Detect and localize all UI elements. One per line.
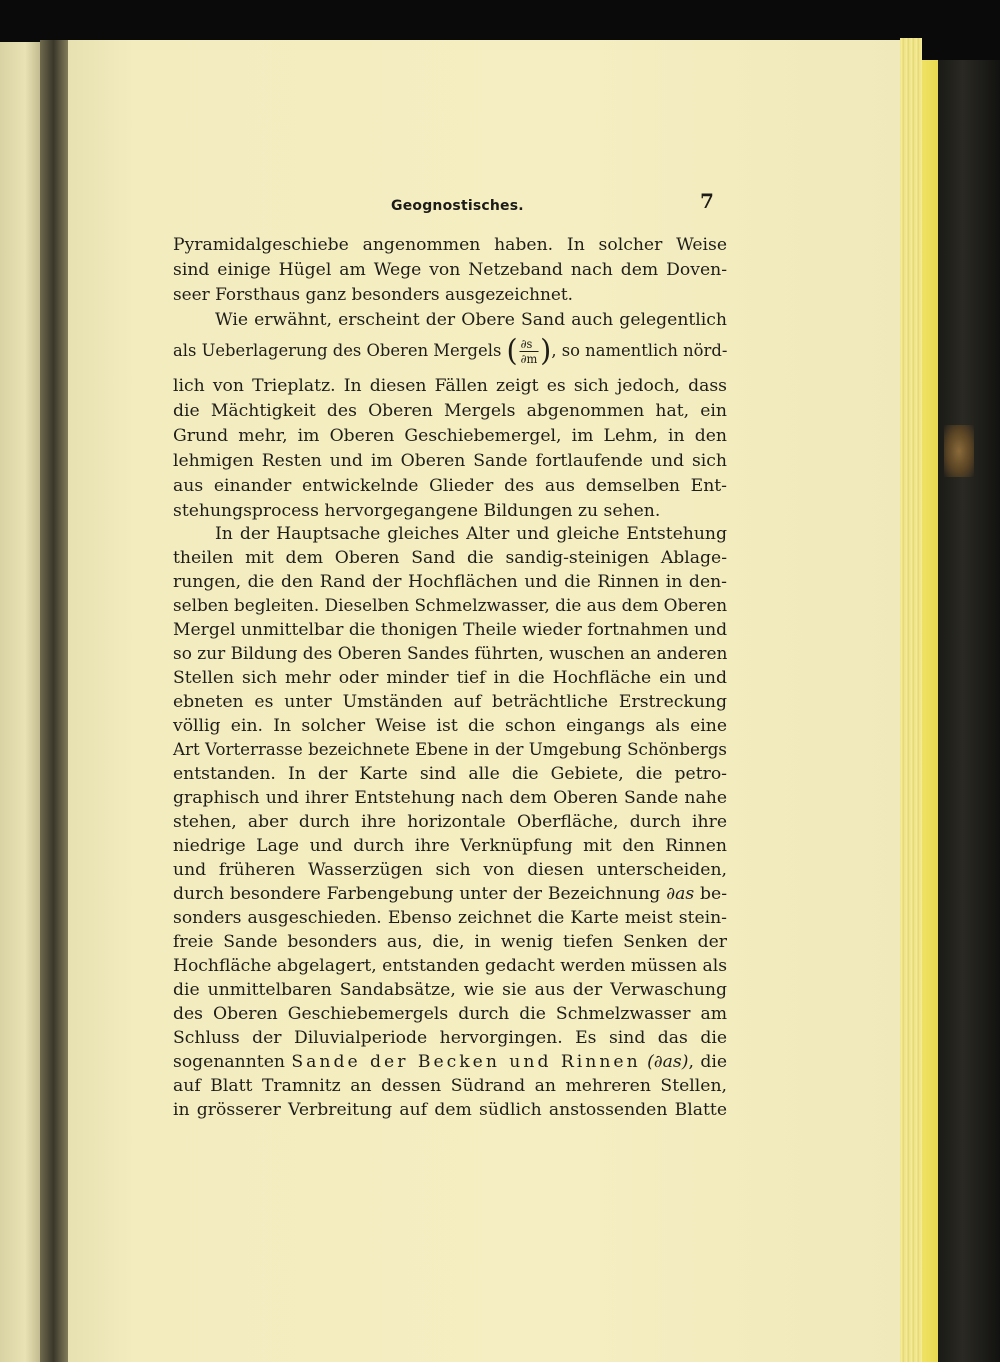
text-line: aus einander entwickelnde Glieder des aus demselben Ent- bbox=[173, 476, 727, 496]
text-line: Art Vorterrasse bezeichnete Ebene in der Umgebung Schönbergs bbox=[173, 740, 727, 760]
text-line: niedrige Lage und durch ihre Verknüpfung mit den Rinnen bbox=[173, 836, 727, 856]
book-gutter bbox=[40, 40, 70, 1362]
text-line: Schluss der Diluvialperiode hervorgingen. Es sind das die bbox=[173, 1028, 727, 1048]
text-line: sind einige Hügel am Wege von Netzeband nach dem Doven- bbox=[173, 260, 727, 280]
symbol-text-line bbox=[173, 882, 727, 906]
symbol-line-after: be- bbox=[700, 884, 728, 904]
text-line: theilen mit dem Oberen Sand die sandig-steinigen Ablage- bbox=[173, 548, 727, 568]
page-edges bbox=[900, 38, 922, 1362]
text-line: rungen, die den Rand der Hochflächen und die Rinnen in den- bbox=[173, 572, 727, 592]
becken-text-line bbox=[173, 1050, 727, 1074]
text-line: des Oberen Geschiebemergels durch die Schmelzwasser am bbox=[173, 1004, 727, 1024]
left-page-edge bbox=[0, 42, 42, 1362]
book-cover bbox=[938, 60, 1000, 1362]
fraction-denominator: ∂m bbox=[520, 352, 538, 366]
text-line: die unmittelbaren Sandabsätze, wie sie aus der Verwaschung bbox=[173, 980, 727, 1000]
paren-left: ( bbox=[506, 333, 518, 369]
text-line: freie Sande besonders aus, die, in wenig tiefen Senken der bbox=[173, 932, 727, 952]
text-line: lich von Trieplatz. In diesen Fällen zeigt es sich jedoch, dass bbox=[173, 376, 727, 396]
text-line: In der Hauptsache gleiches Alter und gleiche Entstehung bbox=[215, 524, 727, 544]
text-line: Hochfläche abgelagert, entstanden gedacht werden müssen als bbox=[173, 956, 728, 976]
text-line: Wie erwähnt, erscheint der Obere Sand auch gelegentlich bbox=[215, 310, 727, 330]
paren-right: ) bbox=[540, 333, 552, 369]
text-line: Grund mehr, im Oberen Geschiebemergel, im Lehm, in den bbox=[173, 426, 727, 446]
running-title: Geognostisches. bbox=[391, 198, 524, 214]
becken-line-before: sogenannten bbox=[173, 1052, 285, 1072]
becken-line-after: , die bbox=[688, 1052, 727, 1072]
text-line: lehmigen Resten und im Oberen Sande fortlaufende und sich bbox=[173, 451, 727, 471]
text-line: seer Forsthaus ganz besonders ausgezeichnet. bbox=[173, 285, 574, 305]
text-line: die Mächtigkeit des Oberen Mergels abgenommen hat, ein bbox=[173, 401, 727, 421]
page-number: 7 bbox=[700, 189, 714, 213]
text-line: stehungsprocess hervorgegangene Bildungen zu sehen. bbox=[173, 501, 661, 521]
fraction bbox=[520, 337, 539, 366]
formula-text-line bbox=[173, 327, 727, 375]
text-line: so zur Bildung des Oberen Sandes führten, wuschen an anderen bbox=[173, 644, 728, 664]
text-line: Stellen sich mehr oder minder tief in die Hochfläche ein und bbox=[173, 668, 727, 688]
text-line: Pyramidalgeschiebe angenommen haben. In solcher Weise bbox=[173, 235, 727, 255]
text-line: in grösserer Verbreitung auf dem südlich anstossenden Blatte bbox=[173, 1100, 727, 1120]
text-line: sonders ausgeschieden. Ebenso zeichnet die Karte meist stein- bbox=[173, 908, 727, 928]
map-symbol-paren: (∂as) bbox=[647, 1052, 689, 1072]
text-line: auf Blatt Tramnitz an dessen Südrand an mehreren Stellen, bbox=[173, 1076, 727, 1096]
text-line: ebneten es unter Umständen auf beträchtliche Erstreckung bbox=[173, 692, 727, 712]
text-line: völlig ein. In solcher Weise ist die schon eingangs als eine bbox=[173, 716, 727, 736]
text-line: selben begleiten. Dieselben Schmelzwasser, die aus dem Oberen bbox=[173, 596, 728, 616]
formula-line-before: als Ueberlagerung des Oberen Mergels bbox=[173, 341, 502, 361]
cover-wear-mark bbox=[944, 425, 974, 477]
spaced-term: Sande der Becken und Rinnen bbox=[291, 1052, 641, 1072]
text-line: und früheren Wasserzügen sich von diesen unterscheiden, bbox=[173, 860, 727, 880]
text-line: stehen, aber durch ihre horizontale Oberfläche, durch ihre bbox=[173, 812, 727, 832]
text-line: graphisch und ihrer Entstehung nach dem Oberen Sande nahe bbox=[173, 788, 727, 808]
map-symbol: ∂as bbox=[666, 884, 695, 904]
text-line: Mergel unmittelbar die thonigen Theile wieder fortnahmen und bbox=[173, 620, 728, 640]
text-line: entstanden. In der Karte sind alle die Gebiete, die petro- bbox=[173, 764, 727, 784]
formula-line-after: , so namentlich nörd- bbox=[551, 341, 728, 361]
fraction-numerator: ∂s bbox=[520, 337, 539, 352]
symbol-line-before: durch besondere Farbengebung unter der Bezeichnung bbox=[173, 884, 661, 904]
